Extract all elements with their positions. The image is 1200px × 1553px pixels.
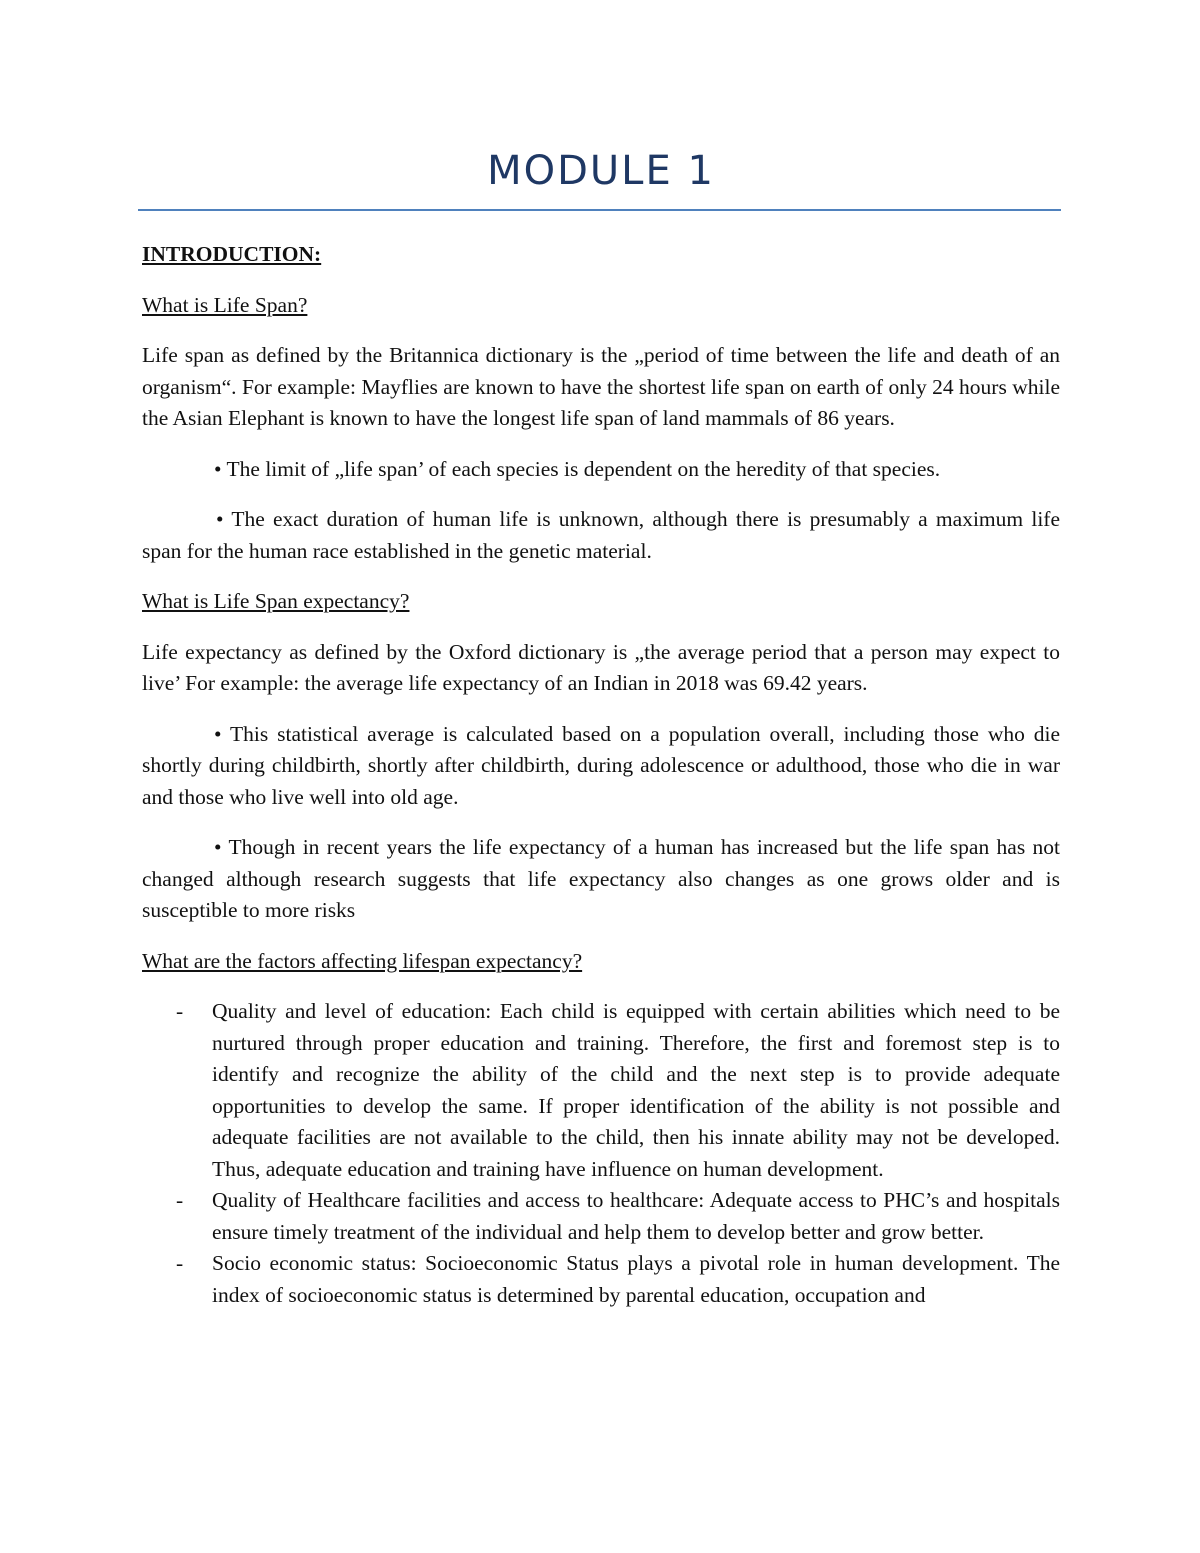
document-body [142,239,1060,1311]
paragraph-life-expectancy: Life expectancy as defined by the Oxford dictionary is „the average period that a person may expect to live’ For example: the average life expectancy of an Indian in 2018 was 69.42 years. [142,639,1060,695]
list-dash: - [176,1188,184,1212]
section-heading-factors: What are the factors affecting lifespan expectancy? [142,948,583,973]
list-item-text: Socio economic status: Socioeconomic Status plays a pivotal role in human development. The index of socioeconomic status is determined by parental education, occupation and [212,1251,1060,1307]
bullet-human-life-duration: • The exact duration of human life is unknown, although there is presumably a maximum life span for the human race established in the genetic material. [142,507,1060,563]
intro-heading: INTRODUCTION: [142,242,322,266]
paragraph-life-span: Life span as defined by the Britannica dictionary is the „period of time between the life and death of an organism“. For example: Mayflies are known to have the shortest life span on earth of only 24 hours while the Asian Elephant is known to have the longest life span of land mammals of 86 years. [142,343,1060,430]
list-item-text: Quality and level of education: Each child is equipped with certain abilities which need to be nurtured through proper education and training. Therefore, the first and foremost step is to identify and recognize the ability of the child and the next step is to provide adequate opportunities to develop the same. If proper identification of the ability is not possible and adequate facilities are not available to the child, then his innate ability may not be developed. Thus, adequate education and training have influence on human development. [212,999,1060,1181]
list-dash: - [176,999,184,1023]
bullet-life-span-limit: • The limit of „life span’ of each species is dependent on the heredity of that species. [214,456,941,481]
bullet-recent-years: • Though in recent years the life expectancy of a human has increased but the life span has not changed although research suggests that life expectancy also changes as one grows older and is susceptible to more risks [142,835,1060,922]
list-dash: - [176,1251,184,1275]
factors-list [142,996,1060,1311]
list-item [142,1185,1060,1248]
section-heading-life-expectancy: What is Life Span expectancy? [142,589,410,613]
bullet-statistical-average: • This statistical average is calculated based on a population overall, including those who die shortly during childbirth, shortly after childbirth, during adolescence or adulthood, those who die in war and those who live well into old age. [142,721,1060,809]
list-item-text: Quality of Healthcare facilities and access to healthcare: Adequate access to PHC’s and hospitals ensure timely treatment of the individual and help them to develop better and grow better. [212,1188,1060,1244]
list-item [142,996,1060,1185]
section-heading-life-span: What is Life Span? [142,292,308,317]
list-item [142,1248,1060,1311]
page-title: MODULE 1 [487,148,715,194]
title-divider [138,209,1061,211]
